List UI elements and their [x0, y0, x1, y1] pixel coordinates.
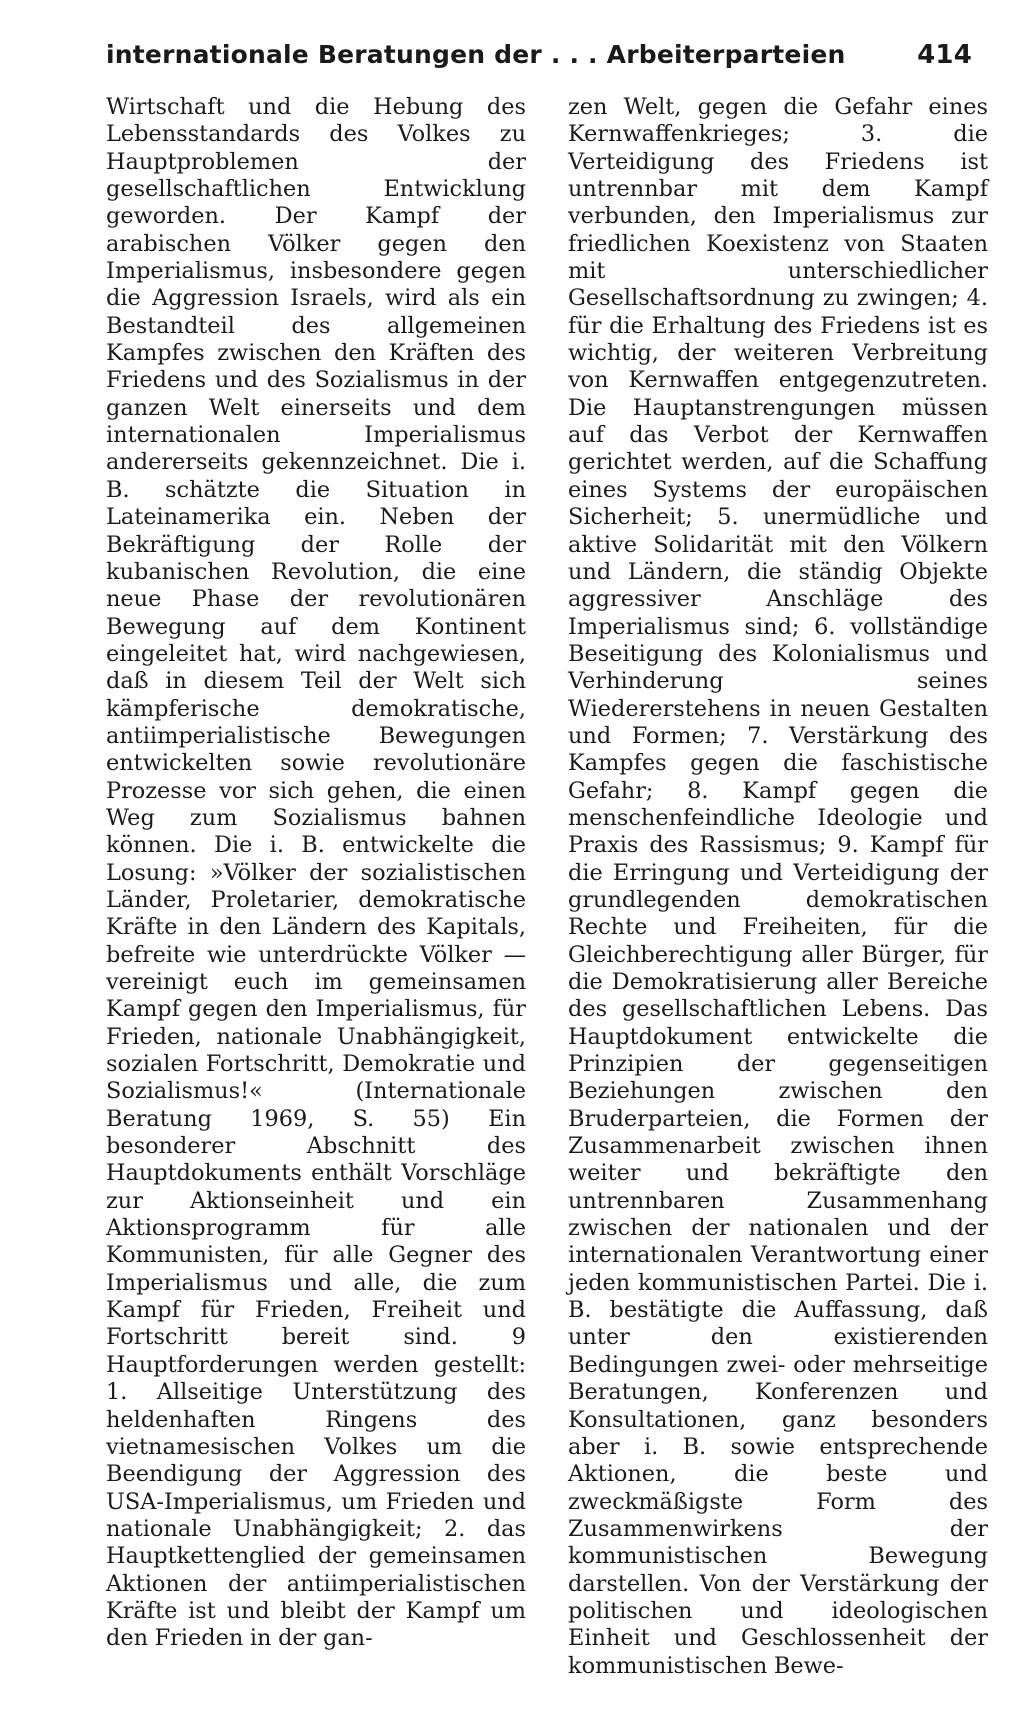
right-column — [568, 94, 988, 1680]
left-column — [106, 94, 526, 1653]
page-number: 414 — [917, 40, 972, 70]
left-column-text: Wirtschaft und die Hebung des Lebensstandards des Volkes zu Hauptproblemen der gesellschaftlichen Entwicklung geworden. Der Kampf der arabischen Völker gegen den Imperialismus, insbesondere gegen die Aggression Israels, wird als ein Bestandteil des allgemeinen Kampfes zwischen den Kräften des Friedens und des Sozialismus in der ganzen Welt einerseits und dem internationalen Imperialismus andererseits gekennzeichnet. Die i. B. schätzte die Situation in Lateinamerika ein. Neben der Bekräftigung der Rolle der kubanischen Revolution, die eine neue Phase der revolutionären Bewegung auf dem Kontinent eingeleitet hat, wird nachgewiesen, daß in diesem Teil der Welt sich kämpferische demokratische, antiimperialistische Bewegungen entwickelten sowie revolutionäre Prozesse vor sich gehen, die einen Weg zum Sozialismus bahnen können. Die i. B. entwickelte die Losung: »Völker der sozialistischen Länder, Proletarier, demokratische Kräfte in den Ländern des Kapitals, befreite wie unterdrückte Völker — vereinigt euch im gemeinsamen Kampf gegen den Imperialismus, für Frieden, nationale Unabhängigkeit, sozialen Fortschritt, Demokratie und Sozialismus!« (Internationale Beratung 1969, S. 55) Ein besonderer Abschnitt des Hauptdokuments enthält Vorschläge zur Aktionseinheit und ein Aktionsprogramm für alle Kommunisten, für alle Gegner des Imperialismus und alle, die zum Kampf für Frieden, Freiheit und Fortschritt bereit sind. 9 Hauptforderungen werden gestellt: 1. Allseitige Unterstützung des heldenhaften Ringens des vietnamesischen Volkes um die Beendigung der Aggression des USA-Imperialismus, um Frieden und nationale Unabhängigkeit; 2. das Hauptkettenglied der gemeinsamen Aktionen der antiimperialistischen Kräfte ist und bleibt der Kampf um den Frieden in der gan- — [106, 94, 526, 1652]
running-head-title: internationale Beratungen der . . . Arbeiterparteien — [106, 40, 846, 69]
running-head — [106, 40, 972, 80]
right-column-text: zen Welt, gegen die Gefahr eines Kernwaffenkrieges; 3. die Verteidigung des Friedens ist untrennbar mit dem Kampf verbunden, den Imperialismus zur friedlichen Koexistenz von Staaten mit unterschiedlicher Gesellschaftsordnung zu zwingen; 4. für die Erhaltung des Friedens ist es wichtig, der weiteren Verbreitung von Kernwaffen entgegenzutreten. Die Hauptanstrengungen müssen auf das Verbot der Kernwaffen gerichtet werden, auf die Schaffung eines Systems der europäischen Sicherheit; 5. unermüdliche und aktive Solidarität mit den Völkern und Ländern, die ständig Objekte aggressiver Anschläge des Imperialismus sind; 6. vollständige Beseitigung des Kolonialismus und Verhinderung seines Wiedererstehens in neuen Gestalten und Formen; 7. Verstärkung des Kampfes gegen die faschistische Gefahr; 8. Kampf gegen die menschenfeindliche Ideologie und Praxis des Rassismus; 9. Kampf für die Erringung und Verteidigung der grundlegenden demokratischen Rechte und Freiheiten, für die Gleichberechtigung aller Bürger, für die Demokratisierung aller Bereiche des gesellschaftlichen Lebens. Das Hauptdokument entwickelte die Prinzipien der gegenseitigen Beziehungen zwischen den Bruderparteien, die Formen der Zusammenarbeit zwischen ihnen weiter und bekräftigte den untrennbaren Zusammenhang zwischen der nationalen und der internationalen Verantwortung einer jeden kommunistischen Partei. Die i. B. bestätigte die Auffassung, daß unter den existierenden Bedingungen zwei- oder mehrseitige Beratungen, Konferenzen und Konsultationen, ganz besonders aber i. B. sowie entsprechende Aktionen, die beste und zweckmäßigste Form des Zusammenwirkens der kommunistischen Bewegung darstellen. Von der Verstärkung der politischen und ideologischen Einheit und Geschlossenheit der kommunistischen Bewe- — [568, 94, 988, 1679]
